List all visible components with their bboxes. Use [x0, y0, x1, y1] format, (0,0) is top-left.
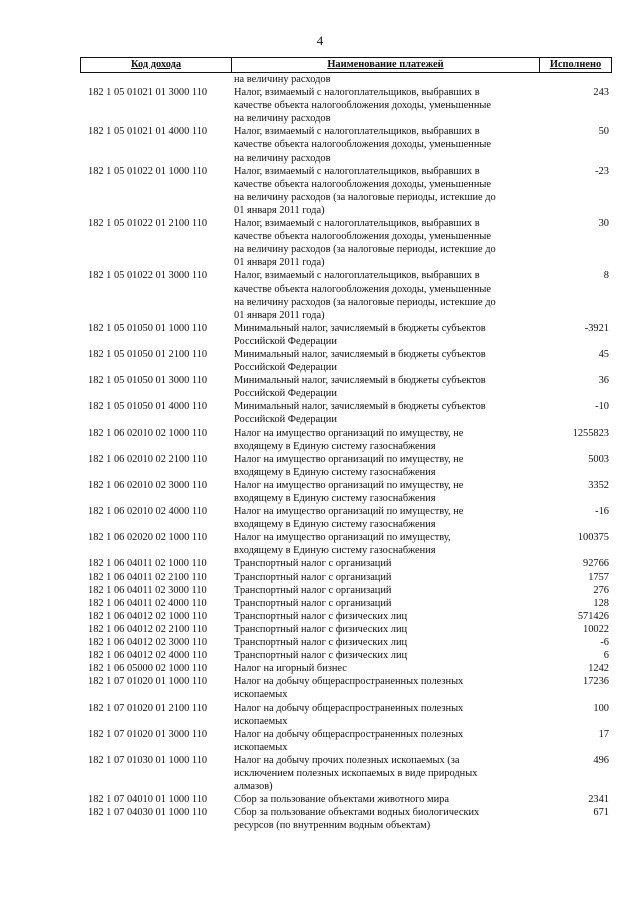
table-row — [80, 125, 612, 164]
revenue-table — [80, 57, 612, 832]
table-row — [80, 322, 612, 348]
payment-name: Минимальный налог, зачисляемый в бюджеты субъектов Российской Федерации — [234, 348, 486, 374]
payment-name: Налог, взимаемый с налогоплательщиков, выбравших в качестве объекта налогообложения доходы, уменьшенные на величину расходов (за налоговые периоды, истекшие до 01 января 2011 года) — [234, 218, 496, 269]
payment-name: Налог на добычу общераспространенных полезных ископаемых — [234, 728, 464, 753]
income-code: 182 1 07 01020 01 3000 110 — [88, 728, 208, 740]
table-row — [80, 649, 612, 662]
income-code: 182 1 06 04011 02 4000 110 — [88, 597, 207, 609]
income-code: 182 1 05 01022 01 1000 110 — [88, 165, 208, 177]
table-row — [80, 479, 612, 505]
payment-name: Налог на добычу прочих полезных ископаемых (за исключением полезных ископаемых в виде природных алмазов) — [234, 754, 478, 793]
income-code: 182 1 05 01021 01 3000 110 — [88, 87, 208, 99]
income-code: 182 1 05 01050 01 1000 110 — [88, 322, 208, 334]
income-code: 182 1 06 04011 02 1000 110 — [88, 558, 207, 570]
income-code: 182 1 06 04011 02 2100 110 — [88, 571, 207, 583]
executed-amount: 5003 — [588, 453, 609, 465]
income-code: 182 1 06 02010 02 3000 110 — [88, 479, 208, 491]
payment-name: Налог на игорный бизнес — [234, 663, 347, 675]
income-code: 182 1 05 01050 01 2100 110 — [88, 348, 208, 360]
payment-name: Транспортный налог с физических лиц — [234, 610, 408, 622]
table-row — [80, 531, 612, 557]
executed-amount: 128 — [593, 597, 609, 609]
table-row — [80, 269, 612, 321]
payment-name: Налог, взимаемый с налогоплательщиков, выбравших в качестве объекта налогообложения доходы, уменьшенные на величину расходов (за налоговые периоды, истекшие до 01 января 2011 года) — [234, 270, 496, 321]
table-row — [80, 610, 612, 623]
income-code: 182 1 06 04012 02 2100 110 — [88, 623, 208, 635]
table-row — [80, 86, 612, 125]
executed-amount: 571426 — [577, 610, 609, 622]
executed-amount: 17 — [598, 728, 609, 740]
table-row — [80, 400, 612, 426]
income-code: 182 1 07 01020 01 2100 110 — [88, 702, 208, 714]
payment-name: Сбор за пользование объектами водных биологических ресурсов (по внутренним водным объектам) — [234, 807, 480, 832]
payment-name: Минимальный налог, зачисляемый в бюджеты субъектов Российской Федерации — [234, 401, 486, 426]
executed-amount: 1757 — [588, 571, 609, 583]
payment-name: Минимальный налог, зачисляемый в бюджеты субъектов Российской Федерации — [234, 375, 486, 400]
table-row — [80, 702, 612, 728]
payment-name: Налог, взимаемый с налогоплательщиков, выбравших в качестве объекта налогообложения доходы, уменьшенные на величину расходов — [234, 87, 491, 125]
income-code: 182 1 06 02010 02 2100 110 — [88, 453, 208, 465]
executed-amount: 45 — [598, 348, 609, 360]
income-code: 182 1 06 05000 02 1000 110 — [88, 663, 208, 675]
header-code: Код дохода — [130, 59, 182, 70]
table-row — [80, 427, 612, 453]
income-code: 182 1 06 04012 02 4000 110 — [88, 650, 208, 662]
executed-amount: 92766 — [583, 558, 609, 570]
payment-name: Транспортный налог с физических лиц — [234, 637, 408, 649]
executed-amount: 1255823 — [572, 427, 609, 439]
payment-name: Транспортный налог с организаций — [234, 558, 392, 570]
executed-amount: 6 — [603, 650, 609, 662]
executed-amount: 36 — [598, 375, 609, 387]
executed-amount: 50 — [598, 126, 609, 138]
table-row — [80, 505, 612, 531]
payment-name: Налог на имущество организаций по имуществу, не входящему в Единую систему газоснабжения — [234, 427, 464, 452]
table-row — [80, 806, 612, 832]
continuation-text: на величину расходов — [234, 74, 331, 85]
income-code: 182 1 07 01030 01 1000 110 — [88, 754, 208, 766]
executed-amount: 17236 — [583, 676, 609, 688]
executed-amount: 100375 — [577, 532, 609, 544]
income-code: 182 1 06 04012 02 3000 110 — [88, 637, 208, 649]
executed-amount: 100 — [593, 702, 609, 714]
table-row — [80, 217, 612, 269]
executed-amount: 8 — [603, 270, 609, 282]
executed-amount: 1242 — [588, 663, 609, 675]
payment-name: Налог на имущество организаций по имуществу, не входящему в Единую систему газоснабжения — [234, 479, 464, 504]
payment-name: Транспортный налог с физических лиц — [234, 623, 408, 635]
payment-name: Минимальный налог, зачисляемый в бюджеты субъектов Российской Федерации — [234, 322, 486, 347]
executed-amount: -16 — [595, 506, 609, 518]
payment-name: Налог, взимаемый с налогоплательщиков, выбравших в качестве объекта налогообложения доходы, уменьшенные на величину расходов (за налоговые периоды, истекшие до 01 января 2011 года) — [234, 165, 496, 216]
executed-amount: -6 — [600, 637, 609, 649]
table-row — [80, 165, 612, 217]
payment-name: Сбор за пользование объектами животного мира — [234, 794, 449, 806]
income-code: 182 1 05 01050 01 3000 110 — [88, 375, 208, 387]
payment-name: Налог на добычу общераспространенных полезных ископаемых — [234, 702, 464, 727]
executed-amount: 10022 — [583, 623, 609, 635]
income-code: 182 1 05 01022 01 2100 110 — [88, 218, 208, 230]
executed-amount: 276 — [593, 584, 609, 596]
page-number: 4 — [316, 33, 324, 48]
table-row — [80, 754, 612, 793]
income-code: 182 1 07 04010 01 1000 110 — [88, 794, 208, 806]
table-row — [80, 662, 612, 675]
executed-amount: -3921 — [584, 322, 609, 334]
income-code: 182 1 07 01020 01 1000 110 — [88, 676, 208, 688]
payment-name: Транспортный налог с организаций — [234, 571, 392, 583]
table-row — [80, 597, 612, 610]
table-row — [80, 793, 612, 806]
table-row — [80, 374, 612, 400]
income-code: 182 1 05 01021 01 4000 110 — [88, 126, 208, 138]
table-header — [80, 57, 612, 73]
income-code: 182 1 06 02020 02 1000 110 — [88, 532, 208, 544]
income-code: 182 1 06 04011 02 3000 110 — [88, 584, 207, 596]
table-row — [80, 636, 612, 649]
income-code: 182 1 06 02010 02 1000 110 — [88, 427, 208, 439]
table-row — [80, 348, 612, 374]
payment-name: Налог на имущество организаций по имуществу, не входящему в Единую систему газоснабжения — [234, 453, 464, 478]
income-code: 182 1 05 01050 01 4000 110 — [88, 401, 208, 413]
income-code: 182 1 06 04012 02 1000 110 — [88, 610, 208, 622]
payment-name: Транспортный налог с организаций — [234, 597, 392, 609]
table-row — [80, 584, 612, 597]
payment-name: Налог на имущество организаций по имуществу, входящему в Единую систему газоснабжения — [234, 532, 451, 557]
executed-amount: -10 — [595, 401, 609, 413]
header-name: Наименование платежей — [231, 58, 539, 72]
payment-name: Налог, взимаемый с налогоплательщиков, выбравших в качестве объекта налогообложения доходы, уменьшенные на величину расходов — [234, 126, 491, 164]
table-body — [80, 86, 612, 832]
executed-amount: 2341 — [588, 794, 609, 806]
table-row — [80, 557, 612, 570]
income-code: 182 1 05 01022 01 3000 110 — [88, 270, 208, 282]
executed-amount: 30 — [598, 218, 609, 230]
payment-name: Транспортный налог с организаций — [234, 584, 392, 596]
table-row — [80, 623, 612, 636]
executed-amount: -23 — [595, 165, 609, 177]
income-code: 182 1 07 04030 01 1000 110 — [88, 807, 208, 819]
table-row — [80, 728, 612, 754]
table-row — [80, 571, 612, 584]
payment-name: Налог на добычу общераспространенных полезных ископаемых — [234, 676, 464, 701]
executed-amount: 3352 — [588, 479, 609, 491]
payment-name: Транспортный налог с физических лиц — [234, 650, 408, 662]
executed-amount: 496 — [593, 754, 609, 766]
table-row — [80, 675, 612, 701]
executed-amount: 671 — [593, 807, 609, 819]
income-code: 182 1 06 02010 02 4000 110 — [88, 506, 208, 518]
payment-name: Налог на имущество организаций по имуществу, не входящему в Единую систему газоснабжения — [234, 506, 464, 531]
header-amount: Исполнено — [539, 58, 611, 72]
executed-amount: 243 — [593, 87, 609, 99]
table-row — [80, 453, 612, 479]
